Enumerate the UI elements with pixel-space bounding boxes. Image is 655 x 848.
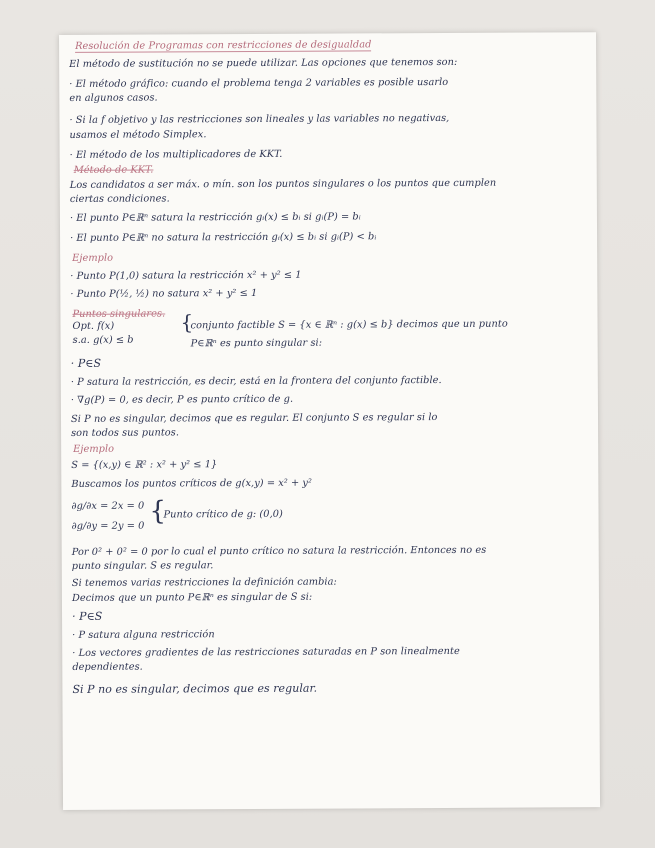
section-heading-kkt: Método de KKT. xyxy=(73,164,154,176)
brace-symbol: { xyxy=(180,310,194,335)
note-line: El método de sustitución no se puede utilizar. Las opciones que tenemos son: xyxy=(69,56,458,70)
note-line: · Si la f objetivo y las restricciones son lineales y las variables no negativas, xyxy=(69,112,450,126)
brace-symbol: { xyxy=(149,496,167,527)
notebook-paper xyxy=(59,32,600,810)
note-line: Opt. f(x) xyxy=(72,320,115,332)
note-line: Si P no es singular, decimos que es regular. El conjunto S es regular si lo xyxy=(70,412,438,425)
note-line: dependientes. xyxy=(72,661,143,673)
note-line: · P∈S xyxy=(70,356,102,370)
note-line: · Punto P(½, ½) no satura x² + y² ≤ 1 xyxy=(70,287,258,300)
note-line: · El método gráfico: cuando el problema tenga 2 variables es posible usarlo xyxy=(69,76,449,90)
note-line: · Los vectores gradientes de las restricciones saturadas en P son linealmente xyxy=(72,645,460,659)
note-line: Punto crítico de g: (0,0) xyxy=(163,508,283,521)
note-line: · El punto P∈ℝⁿ satura la restricción gᵢ(x) ≤ bᵢ si gᵢ(P) = bᵢ xyxy=(69,211,361,224)
note-line: P∈ℝⁿ es punto singular si: xyxy=(190,337,323,350)
section-heading-singular: Puntos singulares. xyxy=(72,308,166,320)
note-line: · El método de los multiplicadores de KKT. xyxy=(69,148,283,161)
note-line: · P satura alguna restricción xyxy=(72,629,215,641)
example-heading: Ejemplo xyxy=(73,443,115,455)
note-line: Si P no es singular, decimos que es regular. xyxy=(72,681,318,696)
note-line: · P∈S xyxy=(72,609,103,623)
note-line: en algunos casos. xyxy=(69,92,158,104)
note-line: · El punto P∈ℝⁿ no satura la restricción gᵢ(x) ≤ bᵢ si gᵢ(P) < bᵢ xyxy=(70,231,377,244)
note-line: conjunto factible S = {x ∈ ℝⁿ : g(x) ≤ b} decimos que un punto xyxy=(190,318,508,332)
note-line: Decimos que un punto P∈ℝⁿ es singular de S si: xyxy=(71,591,313,604)
note-line: Si tenemos varias restricciones la definición cambia: xyxy=(71,576,337,589)
note-line: punto singular. S es regular. xyxy=(71,560,214,572)
note-line: son todos sus puntos. xyxy=(71,427,180,439)
note-line: Buscamos los puntos críticos de g(x,y) = x² + y² xyxy=(71,477,312,490)
note-line: ∂g/∂x = 2x = 0 xyxy=(71,500,145,512)
note-line: ∂g/∂y = 2y = 0 xyxy=(71,520,145,532)
note-line: Los candidatos a ser máx. o mín. son los puntos singulares o los puntos que cumplen xyxy=(69,177,497,191)
note-line: Por 0² + 0² = 0 por lo cual el punto crítico no satura la restricción. Entonces no es xyxy=(71,544,487,558)
note-line: s.a. g(x) ≤ b xyxy=(72,334,134,346)
note-line: · P satura la restricción, es decir, está en la frontera del conjunto factible. xyxy=(70,375,442,388)
note-line: S = {(x,y) ∈ ℝ² : x² + y² ≤ 1} xyxy=(71,459,218,471)
note-line: ciertas condiciones. xyxy=(69,193,170,205)
example-heading: Ejemplo xyxy=(72,252,114,264)
note-line: · Punto P(1,0) satura la restricción x² + y² ≤ 1 xyxy=(70,269,302,282)
note-line: usamos el método Simplex. xyxy=(69,129,207,141)
note-title: Resolución de Programas con restricciones de desigualdad xyxy=(75,39,372,52)
note-line: · ∇g(P) = 0, es decir, P es punto crítico de g. xyxy=(70,393,294,406)
